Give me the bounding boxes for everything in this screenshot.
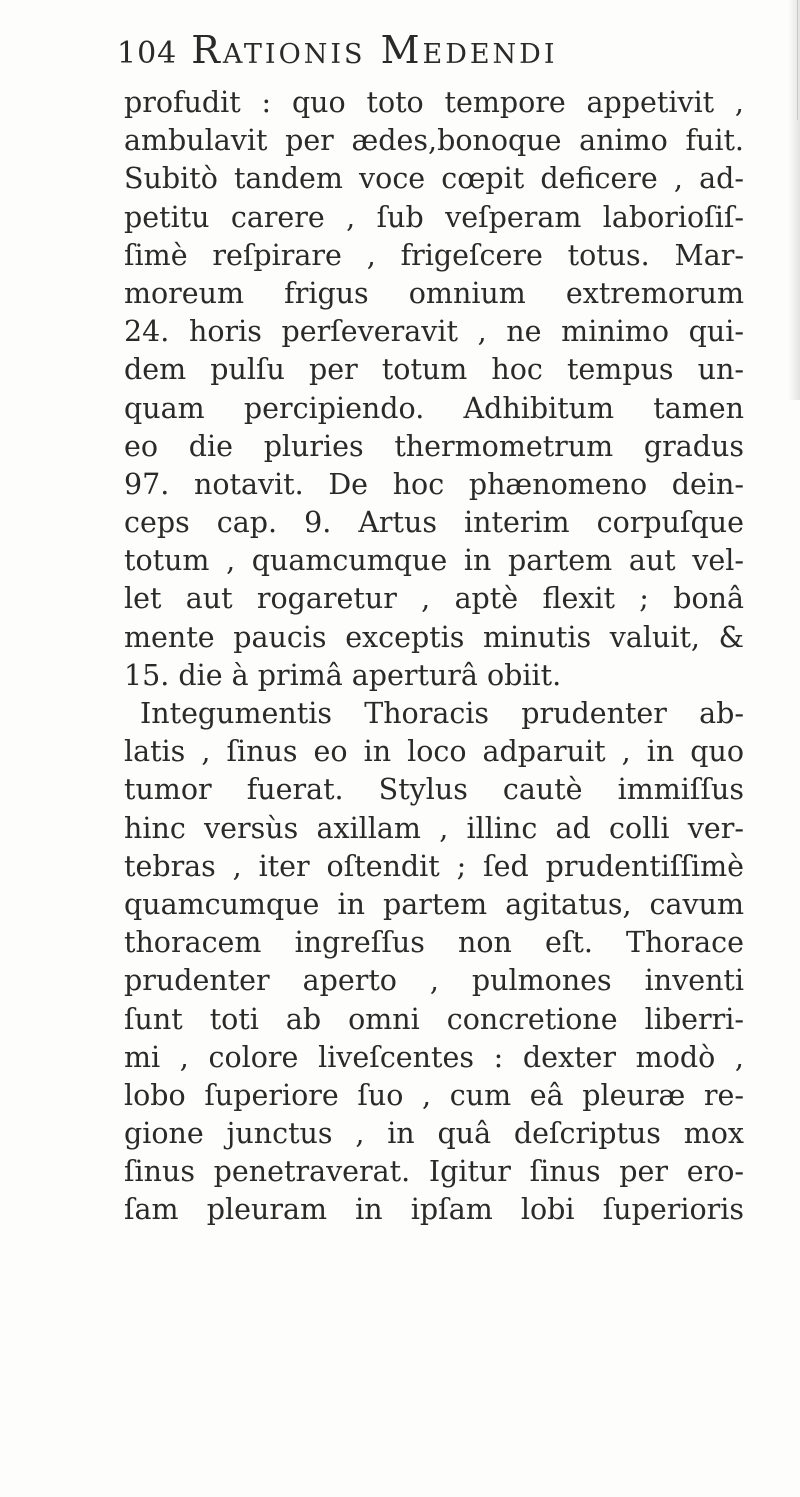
page-edge-line [797,0,798,120]
text-line: gione junctus , in quâ deſcriptus mox [124,1117,744,1151]
text-line: mente paucis exceptis minutis valuit, & [124,620,744,654]
text-line: Integumentis Thoracis prudenter ab- [140,697,744,730]
text-line: prudenter aperto , pulmones inventi [124,964,744,998]
text-line: tumor fuerat. Stylus cautè immiſſus [124,773,744,807]
body-text [124,84,744,1230]
text-line: 97. notavit. De hoc phænomeno dein- [124,467,744,501]
text-line: Subitò tandem voce cœpit deficere , ad- [124,162,744,196]
text-line: thoracem ingreſſus non eſt. Thorace [124,926,744,960]
text-line: 15. die à primâ aperturâ obiit. [124,658,562,692]
text-line: moreum frigus omnium extremorum [124,276,744,310]
text-line: lobo ſuperiore ſuo , cum eâ pleuræ re- [124,1078,744,1112]
text-line: mi , colore liveſcentes : dexter modò , [124,1040,744,1074]
page-edge-shadow [788,0,800,400]
page-number: 104 [117,36,178,71]
text-line: petitu carere , ſub veſperam laborioſiſ- [124,200,744,234]
text-line: totum , quamcumque in partem aut vel- [124,544,744,578]
text-line: profudit : quo toto tempore appetivit , [124,86,744,119]
text-line: dem pulſu per totum hoc tempus un- [124,353,744,387]
text-line: let aut rogaretur , aptè flexit ; bonâ [124,582,744,616]
text-line: hinc versùs axillam , illinc ad colli ver- [124,811,744,845]
running-title: Rationis Medendi [191,28,558,72]
text-line: latis , ſinus eo in loco adparuit , in quo [124,735,744,769]
text-line: ſunt toti ab omni concretione liberri- [124,1002,744,1036]
text-line: ſimè reſpirare , frigeſcere totus. Mar- [124,238,744,272]
text-line: ſam pleuram in ipſam lobi ſuperioris [124,1193,744,1227]
text-line: eo die pluries thermometrum gradus [124,429,744,463]
text-line: ambulavit per ædes,bonoque animo fuit. [124,124,744,158]
text-line: ceps cap. 9. Artus interim corpuſque [124,506,744,540]
text-line: 24. horis perſeveravit , ne minimo qui- [124,315,744,349]
running-head [117,28,717,78]
text-line: quamcumque in partem agitatus, cavum [124,887,744,921]
text-line: tebras , iter oſtendit ; ſed prudentiſſimè [124,849,744,883]
text-line: quam percipiendo. Adhibitum tamen [124,391,744,425]
text-line: ſinus penetraverat. Igitur ſinus per ero- [124,1155,744,1189]
